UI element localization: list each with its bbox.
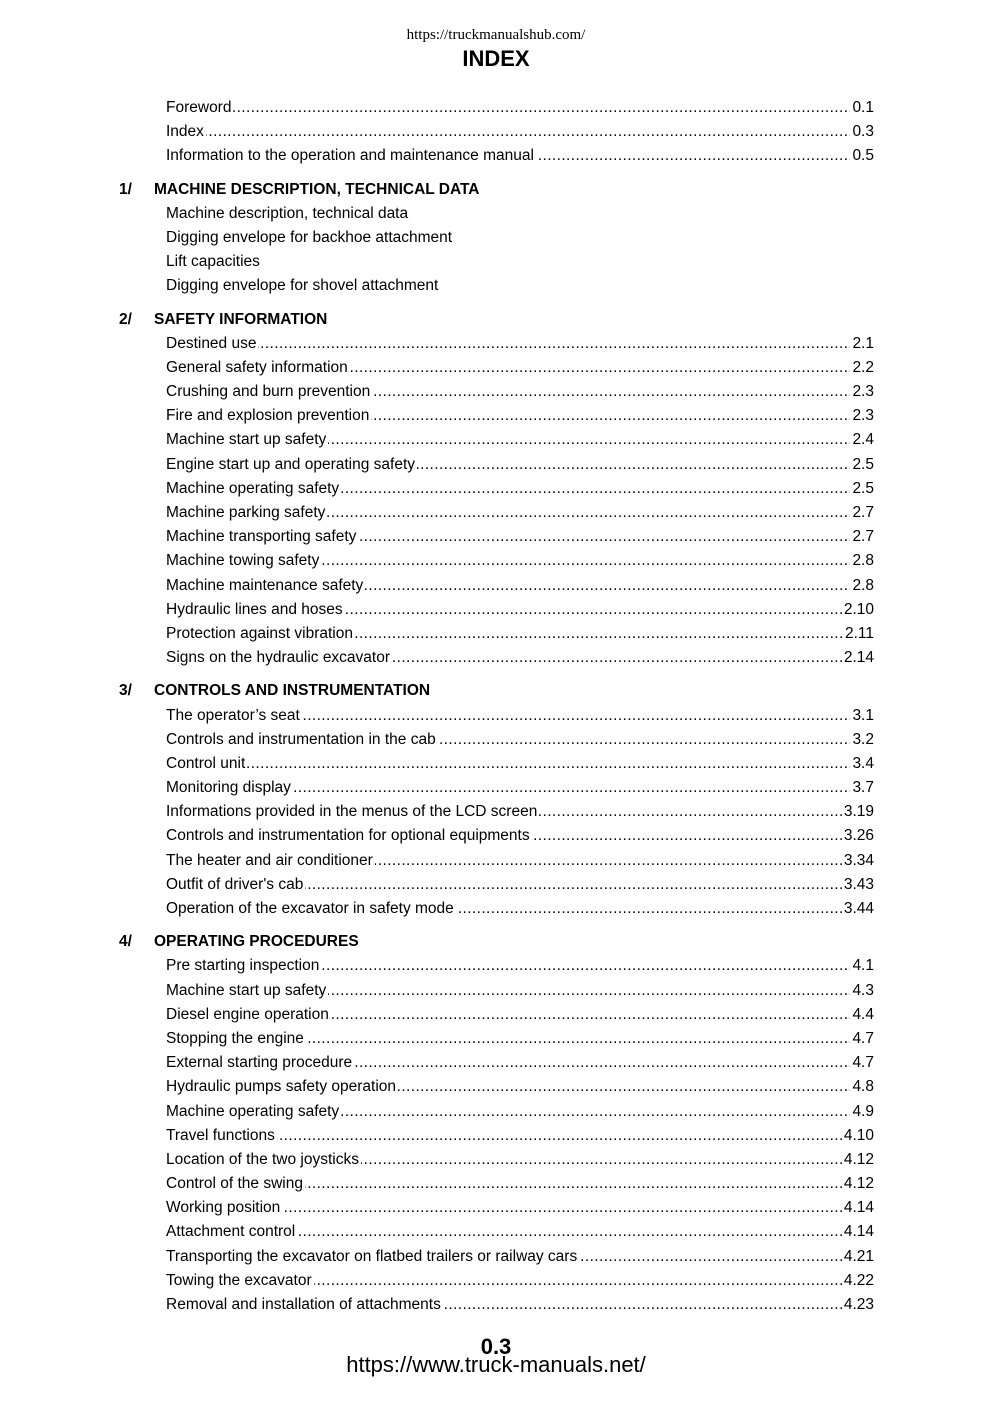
entry-page: 3.7	[850, 776, 874, 800]
toc-entry	[166, 646, 874, 670]
entry-label: Diesel engine operation	[166, 1005, 329, 1023]
entry-page: 3.2	[850, 728, 874, 752]
toc-entry	[166, 1148, 874, 1172]
entry-label: Machine description, technical data	[166, 204, 409, 222]
entry-label: Transporting the excavator on flatbed trailers or railway cars	[166, 1247, 578, 1265]
toc-entry	[166, 250, 874, 274]
toc-entry	[166, 1100, 874, 1124]
toc-entry	[166, 728, 874, 752]
entry-label: Destined use	[166, 334, 257, 352]
entry-page: 2.1	[850, 332, 874, 356]
toc-entry	[166, 824, 874, 848]
entry-label: Monitoring display	[166, 779, 291, 797]
entry-label: Machine start up safety	[166, 981, 327, 999]
entry-label: Attachment control	[166, 1223, 296, 1241]
entry-page: 2.2	[850, 356, 874, 380]
toc-entry	[166, 1075, 874, 1099]
entry-label: Engine start up and operating safety	[166, 455, 416, 473]
entry-page: 4.12	[842, 1148, 874, 1172]
entry-label: The operator’s seat	[166, 706, 300, 724]
entry-label: Informations provided in the menus of the LCD screen	[166, 803, 538, 821]
toc-entry	[166, 1027, 874, 1051]
section-heading	[0, 308, 992, 332]
entry-label: Hydraulic lines and hoses	[166, 600, 343, 618]
entry-label: Crushing and burn prevention	[166, 383, 371, 401]
toc-entry	[166, 428, 874, 452]
section-number: 3/	[119, 682, 132, 700]
entry-label: The heater and air conditioner	[166, 851, 373, 869]
entry-label: Outfit of driver's cab	[166, 875, 304, 893]
entry-label: Digging envelope for shovel attachment	[166, 277, 439, 295]
entry-label: Index	[166, 123, 204, 141]
toc-entry	[166, 404, 874, 428]
entry-page: 2.8	[850, 574, 874, 598]
entry-label: Pre starting inspection	[166, 957, 320, 975]
entry-page: 2.3	[850, 404, 874, 428]
entry-page: 3.43	[842, 873, 874, 897]
toc-entry	[166, 598, 874, 622]
entry-label: Information to the operation and maintenance manual	[166, 147, 534, 165]
toc-entry	[166, 120, 874, 144]
entry-page: 3.26	[842, 824, 874, 848]
entry-page: 4.3	[850, 979, 874, 1003]
toc-entry	[166, 453, 874, 477]
entry-label: Controls and instrumentation in the cab	[166, 730, 436, 748]
header-url: https://truckmanualshub.com/	[406, 27, 586, 43]
toc-entry	[166, 501, 874, 525]
entry-label: Machine operating safety	[166, 479, 340, 497]
entry-page: 3.1	[850, 704, 874, 728]
section-heading	[0, 679, 992, 703]
toc-entry	[166, 274, 874, 298]
entry-page: 3.19	[842, 800, 874, 824]
entry-page: 2.3	[850, 380, 874, 404]
toc-entry	[166, 1293, 874, 1317]
toc-entry	[166, 849, 874, 873]
toc-entry	[166, 776, 874, 800]
sections	[0, 178, 992, 1318]
entry-label: Fire and explosion prevention	[166, 407, 370, 425]
entry-page: 2.14	[842, 646, 874, 670]
entry-page: 3.34	[842, 849, 874, 873]
toc-entry	[166, 800, 874, 824]
index-content	[0, 96, 992, 1317]
toc-entry	[166, 332, 874, 356]
section-title: CONTROLS AND INSTRUMENTATION	[154, 682, 431, 700]
section-title: OPERATING PROCEDURES	[154, 933, 359, 951]
entry-label: Removal and installation of attachments	[166, 1296, 441, 1313]
entry-page: 4.10	[842, 1124, 874, 1148]
toc-entry	[166, 549, 874, 573]
toc-entry	[166, 477, 874, 501]
entry-page: 2.7	[850, 525, 874, 549]
toc-entry	[166, 752, 874, 776]
entry-label: Machine towing safety	[166, 552, 320, 570]
entry-label: Machine transporting safety	[166, 528, 357, 546]
entry-page: 2.10	[842, 598, 874, 622]
entry-page: 4.7	[850, 1051, 874, 1075]
entry-label: Control unit	[166, 754, 246, 772]
entry-label: Travel functions	[166, 1126, 275, 1144]
entry-page: 4.7	[850, 1027, 874, 1051]
intro-entries	[0, 96, 992, 169]
entry-page: 4.22	[842, 1269, 874, 1293]
section-title: SAFETY INFORMATION	[154, 310, 328, 328]
toc-entry	[166, 1196, 874, 1220]
entry-label: Machine parking safety	[166, 504, 326, 521]
entry-label: Protection against vibration	[166, 624, 353, 642]
toc-entry	[166, 96, 874, 120]
toc-entry	[166, 1124, 874, 1148]
entry-label: Towing the excavator	[166, 1271, 312, 1289]
entry-label: Machine start up safety	[166, 431, 327, 449]
page-title: INDEX	[462, 46, 530, 71]
entry-page: 4.9	[850, 1100, 874, 1124]
section-heading	[0, 178, 992, 202]
entry-page: 2.5	[850, 453, 874, 477]
toc-entry	[166, 202, 874, 226]
section-number: 4/	[119, 933, 132, 951]
section-heading	[0, 930, 992, 954]
entry-page: 4.14	[842, 1196, 874, 1220]
footer-url: https://www.truck-manuals.net/	[346, 1352, 646, 1377]
toc-entry	[166, 1269, 874, 1293]
page-number: 0.3	[480, 1334, 512, 1359]
entry-page: 2.4	[850, 428, 874, 452]
entry-page: 2.5	[850, 477, 874, 501]
entry-page: 2.7	[850, 501, 874, 525]
entry-page: 2.8	[850, 549, 874, 573]
toc-entry	[166, 979, 874, 1003]
entry-page: 0.5	[850, 144, 874, 168]
section-number: 1/	[119, 180, 132, 198]
entry-label: Stopping the engine	[166, 1029, 304, 1047]
toc-entry	[166, 144, 874, 168]
entry-page: 3.44	[842, 897, 874, 921]
section-title: MACHINE DESCRIPTION, TECHNICAL DATA	[154, 180, 480, 198]
toc-entry	[166, 356, 874, 380]
toc-entry	[166, 1003, 874, 1027]
entry-page: 0.3	[850, 120, 874, 144]
toc-entry	[166, 226, 874, 250]
toc-entry	[166, 622, 874, 646]
entry-label: Machine maintenance safety	[166, 576, 364, 594]
entry-label: Machine operating safety	[166, 1102, 340, 1120]
toc-entry	[166, 704, 874, 728]
entry-page: 4.14	[842, 1220, 874, 1244]
entry-label: Location of the two joysticks	[166, 1150, 359, 1168]
entry-label: Digging envelope for backhoe attachment	[166, 228, 453, 246]
entry-label: General safety information	[166, 358, 348, 376]
entry-label: Operation of the excavator in safety mode	[166, 900, 454, 917]
toc-entry	[166, 380, 874, 404]
toc-entry	[166, 897, 874, 921]
entry-page: 2.11	[843, 622, 874, 646]
toc-entry	[166, 525, 874, 549]
entry-label: Working position	[166, 1199, 281, 1217]
entry-label: Foreword	[166, 99, 232, 116]
entry-label: External starting procedure	[166, 1054, 353, 1072]
entry-label: Signs on the hydraulic excavator	[166, 649, 391, 667]
toc-entry	[166, 1172, 874, 1196]
entry-page: 3.4	[850, 752, 874, 776]
entry-page: 4.12	[842, 1172, 874, 1196]
toc-entry	[166, 1220, 874, 1244]
toc-entry	[166, 954, 874, 978]
entry-page: 0.1	[850, 96, 874, 120]
toc-entry	[166, 1051, 874, 1075]
entry-page: 4.8	[850, 1075, 874, 1099]
toc-entry	[166, 574, 874, 598]
entry-label: Control of the swing	[166, 1175, 303, 1193]
entry-page: 4.4	[850, 1003, 874, 1027]
entry-label: Hydraulic pumps safety operation	[166, 1078, 397, 1096]
toc-entry	[166, 1245, 874, 1269]
entry-label: Lift capacities	[166, 253, 260, 271]
entry-label: Controls and instrumentation for optional equipments	[166, 827, 530, 845]
entry-page: 4.21	[842, 1245, 874, 1269]
section-number: 2/	[119, 310, 132, 328]
entry-page: 4.1	[850, 954, 874, 978]
toc-entry	[166, 873, 874, 897]
entry-page: 4.23	[842, 1293, 874, 1317]
